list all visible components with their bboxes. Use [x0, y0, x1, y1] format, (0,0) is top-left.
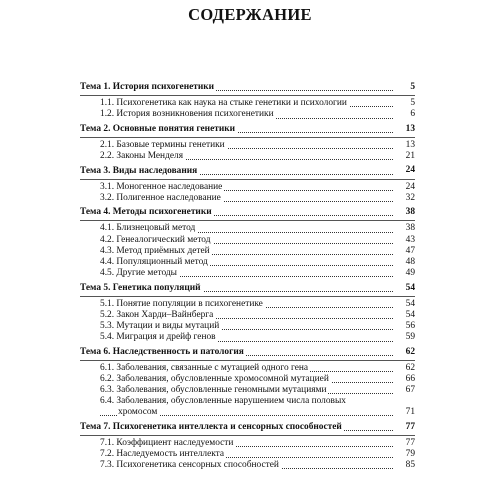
toc-item[interactable]	[80, 299, 415, 310]
toc-page-number: 48	[395, 257, 415, 268]
toc-item-label: 7.2. Наследуемость интеллекта	[100, 449, 225, 459]
toc-item-label: 7.3. Психогенетика сенсорных способностей	[100, 460, 279, 471]
toc-topic-label: Тема 4. Методы психогенетики	[80, 207, 212, 218]
toc-item-label: 5.3. Мутации и виды мутаций	[100, 321, 220, 332]
toc-page-number: 38	[395, 207, 415, 218]
toc-item[interactable]	[80, 310, 415, 321]
toc-topic-5[interactable]	[80, 283, 415, 294]
toc-topic-label: Тема 1. История психогенетики	[80, 82, 215, 92]
toc-page-number: 56	[395, 321, 415, 332]
toc-item[interactable]	[80, 257, 415, 268]
toc-topic-1[interactable]	[80, 82, 415, 93]
divider	[80, 220, 415, 221]
toc-page-number: 13	[395, 124, 415, 135]
toc-item[interactable]	[80, 385, 415, 396]
toc-page-number: 21	[395, 151, 415, 162]
toc-page-number: 77	[395, 438, 415, 449]
toc-page-number: 79	[395, 449, 415, 460]
toc-item[interactable]	[80, 193, 415, 204]
toc-topic-label: Тема 5. Генетика популяций	[80, 282, 201, 293]
toc-page-number: 43	[395, 235, 415, 246]
toc-item[interactable]	[80, 223, 415, 234]
toc-item[interactable]	[80, 374, 415, 385]
toc-item-label: 1.2. История возникновения психогенетики	[100, 109, 274, 120]
toc-page-number: 5	[395, 82, 415, 93]
toc-page-number: 67	[395, 385, 415, 396]
toc-item[interactable]	[80, 460, 415, 471]
toc-item[interactable]	[80, 321, 415, 332]
toc-page-number: 62	[395, 363, 415, 374]
toc-page-number: 5	[395, 98, 415, 109]
toc-topic-label: Тема 6. Наследственность и патология	[80, 346, 244, 357]
toc-item-label: 3.1. Моногенное наследование	[100, 181, 223, 192]
toc-page-number: 54	[395, 299, 415, 310]
divider	[80, 179, 415, 180]
toc-item[interactable]	[80, 182, 415, 193]
toc-item-label: 4.3. Метод приёмных детей	[100, 245, 210, 256]
toc-page-number: 49	[395, 268, 415, 279]
page-title: СОДЕРЖАНИЕ	[188, 5, 312, 24]
toc-page-number: 77	[395, 422, 415, 433]
toc-page-number: 38	[395, 223, 415, 234]
toc-page-number: 54	[395, 283, 415, 294]
toc-page-number: 24	[395, 182, 415, 193]
toc-page-number: 54	[395, 310, 415, 321]
toc-item[interactable]	[80, 109, 415, 120]
divider	[80, 95, 415, 96]
toc-topic-3[interactable]	[80, 166, 415, 177]
toc-item-label: 5.2. Закон Харди–Вайнберга	[100, 309, 214, 320]
toc-page-number: 71	[395, 407, 415, 418]
toc-topic-6[interactable]	[80, 347, 415, 358]
toc-page-number: 62	[395, 347, 415, 358]
toc-item[interactable]	[80, 151, 415, 162]
toc-topic-label: Тема 3. Виды наследования	[80, 165, 198, 176]
toc-page-number: 24	[395, 165, 415, 176]
toc-page-number: 32	[395, 193, 415, 204]
toc-item-label: 3.2. Полигенное наследование	[100, 192, 221, 203]
toc-item-label: 2.1. Базовые термины генетики	[100, 139, 225, 150]
toc-topic-label: Тема 7. Психогенетика интеллекта и сенсорных способностей	[80, 421, 342, 432]
toc-page-number: 6	[395, 109, 415, 120]
toc-page-number: 47	[395, 246, 415, 257]
toc-topic-label: Тема 2. Основные понятия генетики	[80, 123, 236, 134]
toc-item-label: 5.1. Понятие популяции в психогенетике	[100, 298, 263, 309]
toc-item-label: 7.1. Коэффициент наследуемости	[100, 437, 234, 448]
toc-page-number: 85	[395, 460, 415, 471]
toc-item-label: 4.1. Близнецовый метод	[100, 223, 196, 234]
toc-item-label: 5.4. Миграция и дрейф генов	[100, 332, 216, 343]
toc-item-label: 2.2. Законы Менделя	[100, 151, 184, 162]
divider	[80, 137, 415, 138]
toc-item-label: 6.1. Заболевания, связанные с мутацией одного гена	[100, 362, 309, 373]
toc-item-label: 6.4. Заболевания, обусловленные нарушением числа половых	[100, 396, 346, 407]
toc-item[interactable]	[80, 268, 415, 279]
divider	[80, 360, 415, 361]
toc-item[interactable]	[80, 363, 415, 374]
toc-item-label: 4.2. Генеалогический метод	[100, 234, 211, 245]
divider	[80, 296, 415, 297]
toc-item[interactable]	[80, 438, 415, 449]
table-of-contents	[80, 82, 415, 471]
toc-item[interactable]	[80, 98, 415, 109]
toc-item[interactable]	[80, 235, 415, 246]
toc-item[interactable]	[80, 396, 415, 418]
toc-page-number: 59	[395, 332, 415, 343]
toc-item[interactable]	[80, 140, 415, 151]
toc-item-label: 6.3. Заболевания, обусловленные геномными мутациями	[100, 385, 327, 396]
toc-topic-2[interactable]	[80, 124, 415, 135]
toc-page-number: 13	[395, 140, 415, 151]
toc-page-number: 66	[395, 374, 415, 385]
toc-item[interactable]	[80, 332, 415, 343]
toc-item-label-continued: хромосом	[118, 407, 158, 418]
toc-item-label: 6.2. Заболевания, обусловленные хромосомной мутацией	[100, 374, 329, 385]
toc-item-label: 1.1. Психогенетика как наука на стыке генетики и психологии	[100, 98, 347, 109]
toc-item-label: 4.5. Другие методы	[100, 268, 177, 279]
toc-item-label: 4.4. Популяционный метод	[100, 257, 208, 267]
toc-topic-7[interactable]	[80, 422, 415, 433]
toc-item[interactable]	[80, 246, 415, 257]
toc-item[interactable]	[80, 449, 415, 460]
divider	[80, 435, 415, 436]
toc-topic-4[interactable]	[80, 207, 415, 218]
